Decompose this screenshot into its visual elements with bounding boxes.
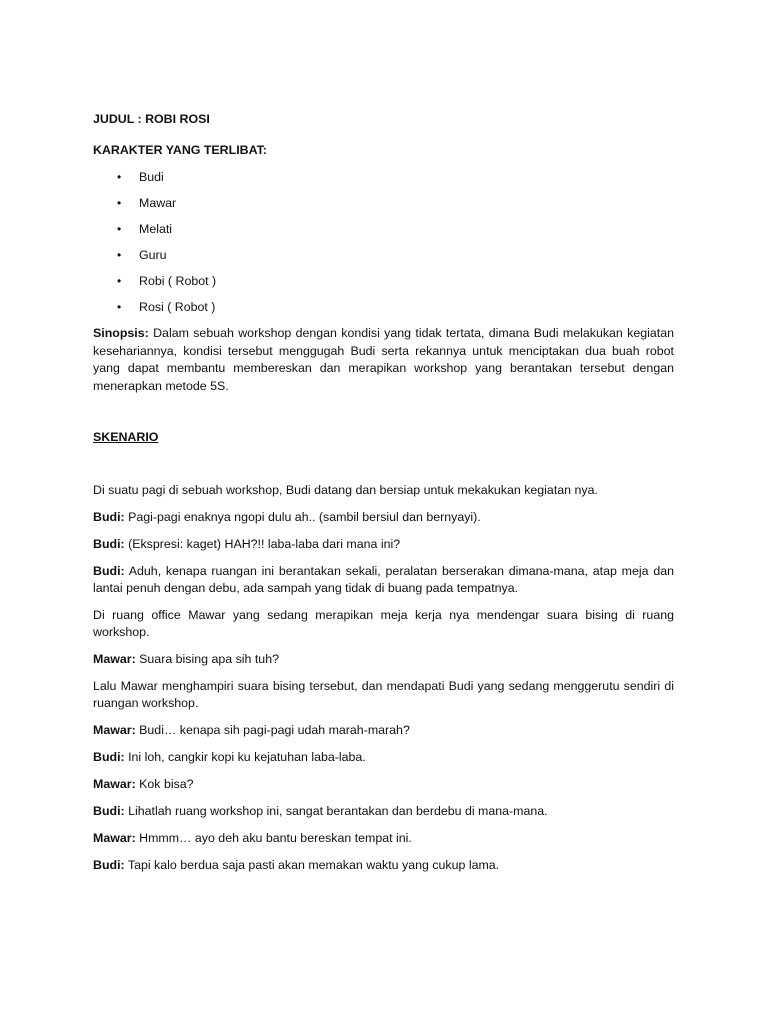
speaker-label: Budi: (93, 750, 125, 765)
scenario-text: Budi… kenapa sih pagi-pagi udah marah-marah? (135, 723, 410, 738)
speaker-label: Budi: (93, 510, 125, 525)
speaker-label: Budi: (93, 537, 125, 552)
speaker-label: Mawar: (93, 652, 136, 667)
title-line: JUDUL : ROBI ROSI (93, 112, 210, 126)
bullet-icon: • (117, 248, 122, 262)
scenario-paragraph (93, 722, 674, 739)
speaker-label: Mawar: (93, 831, 136, 846)
scenario-paragraph (93, 651, 674, 668)
scenario-text: Tapi kalo berdua saja pasti akan memakan waktu yang cukup lama. (124, 858, 500, 873)
list-item (93, 299, 674, 316)
scenario-paragraph (93, 776, 674, 793)
character-name: Mawar (139, 196, 177, 210)
scenario-paragraph (93, 678, 674, 712)
list-item (93, 273, 674, 290)
scenario-text: Di suatu pagi di sebuah workshop, Budi datang dan bersiap untuk mekakukan kegiatan nya. (93, 483, 598, 498)
character-name: Guru (139, 248, 167, 262)
synopsis-paragraph (93, 325, 674, 395)
scenario-text: Lihatlah ruang workshop ini, sangat berantakan dan berdebu di mana-mana. (124, 804, 548, 819)
character-list (93, 169, 674, 316)
list-item (93, 169, 674, 186)
scenario-paragraph (93, 536, 674, 553)
scenario-heading: SKENARIO (93, 430, 159, 445)
scenario-text: Di ruang office Mawar yang sedang merapikan meja kerja nya mendengar suara bising di ruang workshop. (93, 608, 674, 640)
scenario-text: Hmmm… ayo deh aku bantu bereskan tempat ini. (135, 831, 412, 846)
scenario-paragraph (93, 749, 674, 766)
scenario-paragraph (93, 509, 674, 526)
bullet-icon: • (117, 196, 122, 210)
scenario-paragraph (93, 857, 674, 874)
bullet-icon: • (117, 274, 122, 288)
character-name: Budi (139, 170, 164, 184)
bullet-icon: • (117, 222, 122, 236)
scenario-text: Suara bising apa sih tuh? (135, 652, 279, 667)
scenario-text: Kok bisa? (135, 777, 194, 792)
list-item (93, 247, 674, 264)
scenario-paragraph (93, 803, 674, 820)
list-item (93, 195, 674, 212)
scenario-paragraph (93, 482, 674, 499)
speaker-label: Mawar: (93, 723, 136, 738)
scenario-paragraph (93, 607, 674, 641)
character-name: Melati (139, 222, 173, 236)
list-item (93, 221, 674, 238)
scenario-paragraph (93, 830, 674, 847)
synopsis-text: Dalam sebuah workshop dengan kondisi yang tidak tertata, dimana Budi melakukan kegiatan kesehariannya, kondisi tersebut menggugah Budi serta rekannya untuk menciptakan dua buah robot yang dapat membantu membereskan dan merapikan workshop yang berantakan tersebut dengan menerapkan metode 5S. (93, 326, 674, 393)
document-content (93, 111, 674, 874)
character-name: Robi ( Robot ) (139, 274, 217, 288)
characters-heading: KARAKTER YANG TERLIBAT: (93, 143, 267, 157)
scenario-text: Pagi-pagi enaknya ngopi dulu ah.. (sambil bersiul dan bernyayi). (124, 510, 481, 525)
scenario-paragraph (93, 563, 674, 597)
bullet-icon: • (117, 300, 122, 314)
scenario-text: (Ekspresi: kaget) HAH?!! laba-laba dari mana ini? (124, 537, 401, 552)
speaker-label: Mawar: (93, 777, 136, 792)
character-name: Rosi ( Robot ) (139, 300, 216, 314)
speaker-label: Budi: (93, 804, 125, 819)
scenario-text: Aduh, kenapa ruangan ini berantakan sekali, peralatan berserakan dimana-mana, atap meja dan lantai penuh dengan debu, ada sampah yang tidak di buang pada tempatnya. (93, 564, 674, 596)
bullet-icon: • (117, 170, 122, 184)
speaker-label: Budi: (93, 564, 125, 579)
speaker-label: Budi: (93, 858, 125, 873)
scenario-text: Lalu Mawar menghampiri suara bising tersebut, dan mendapati Budi yang sedang menggerutu sendiri di ruangan workshop. (93, 679, 674, 711)
synopsis-label: Sinopsis: (93, 326, 149, 340)
scenario-text: Ini loh, cangkir kopi ku kejatuhan laba-laba. (124, 750, 366, 765)
